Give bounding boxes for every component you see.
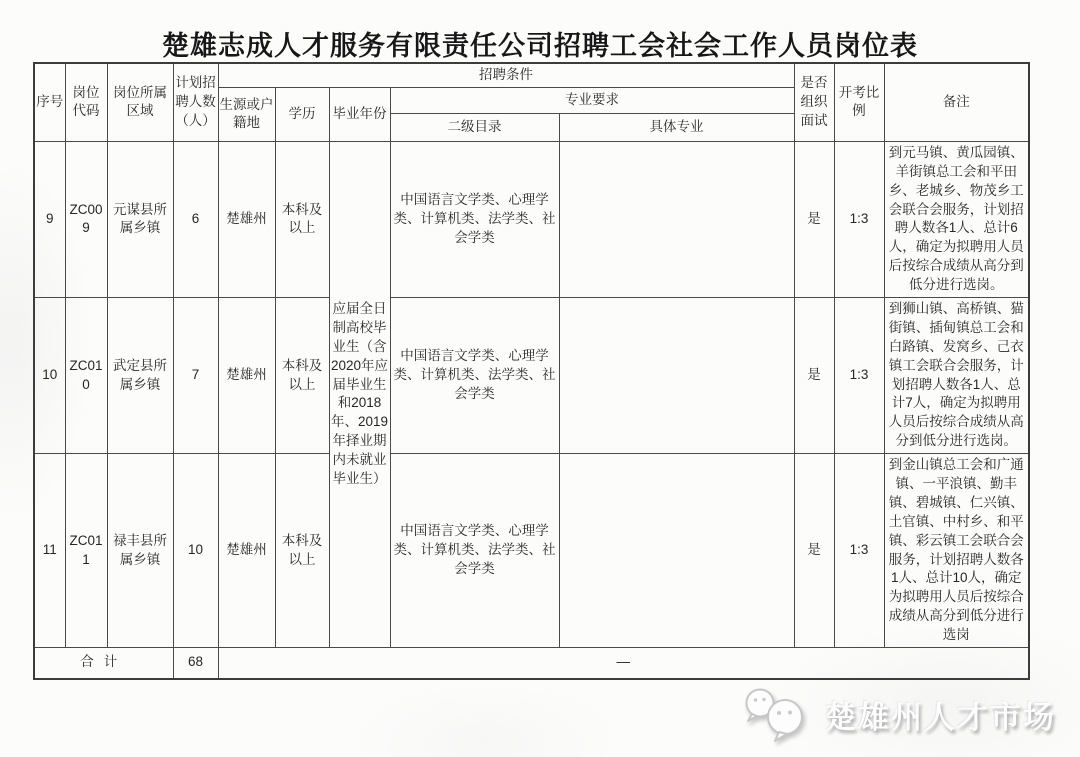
cell-planned-count: 6 (173, 141, 218, 297)
cell-specific-major (559, 141, 794, 297)
total-planned-count: 68 (173, 648, 218, 679)
cell-specific-major (559, 298, 794, 454)
cell-catalog: 中国语言文学类、心理学类、计算机类、法学类、社会学类 (390, 298, 559, 454)
header-code: 岗位代码 (65, 63, 107, 141)
cell-remark: 到元马镇、黄瓜园镇、羊街镇总工会和平田乡、老城乡、物茂乡工会联合会服务，计划招聘人数各1人、总计6人，确定为拟聘用人员后按综合成绩从高分到低分进行选岗。 (884, 141, 1029, 297)
cell-source: 楚雄州 (218, 454, 275, 648)
header-major-requirement: 专业要求 (390, 87, 794, 113)
header-source: 生源或户籍地 (218, 87, 275, 141)
cell-planned-count: 10 (173, 454, 218, 648)
cell-catalog: 中国语言文学类、心理学类、计算机类、法学类、社会学类 (390, 454, 559, 648)
cell-code: ZC011 (65, 454, 107, 648)
cell-source: 楚雄州 (218, 141, 275, 297)
cell-specific-major (559, 454, 794, 648)
cell-exam-ratio: 1:3 (834, 454, 884, 648)
cell-education: 本科及以上 (275, 141, 329, 297)
cell-serial: 9 (34, 141, 65, 297)
cell-region: 武定县所属乡镇 (107, 298, 173, 454)
cell-code: ZC010 (65, 298, 107, 454)
cell-serial: 11 (34, 454, 65, 648)
cell-code: ZC009 (65, 141, 107, 297)
header-serial: 序号 (34, 63, 65, 141)
header-region: 岗位所属区域 (107, 63, 173, 141)
cell-region: 元谋县所属乡镇 (107, 141, 173, 297)
total-dash: — (218, 648, 1029, 679)
header-row-1 (34, 63, 1029, 87)
table-row (34, 298, 1029, 454)
cell-education: 本科及以上 (275, 298, 329, 454)
cell-interview: 是 (794, 141, 834, 297)
cell-grad-year-merged: 应届全日制高校毕业生（含2020年应届毕业生和2018年、2019年择业期内未就业毕业生） (329, 141, 390, 647)
cell-exam-ratio: 1:3 (834, 141, 884, 297)
cell-remark: 到狮山镇、高桥镇、猫街镇、插甸镇总工会和白路镇、发窝乡、己衣镇工会联合会服务，计划招聘人数各1人、总计7人，确定为拟聘用人员后按综合成绩从高分到低分进行选岗。 (884, 298, 1029, 454)
table-row (34, 141, 1029, 297)
wechat-icon (739, 684, 817, 744)
table-row (34, 454, 1029, 648)
cell-source: 楚雄州 (218, 298, 275, 454)
cell-exam-ratio: 1:3 (834, 298, 884, 454)
cell-region: 禄丰县所属乡镇 (107, 454, 173, 648)
total-label: 合计 (34, 648, 173, 679)
cell-serial: 10 (34, 298, 65, 454)
page-title: 楚雄志成人才服务有限责任公司招聘工会社会工作人员岗位表 (162, 31, 918, 61)
watermark (739, 684, 1056, 744)
cell-catalog: 中国语言文学类、心理学类、计算机类、法学类、社会学类 (390, 141, 559, 297)
job-positions-table (33, 62, 1030, 680)
cell-planned-count: 7 (173, 298, 218, 454)
header-specific-major: 具体专业 (559, 113, 794, 141)
header-catalog: 二级目录 (390, 113, 559, 141)
cell-remark: 到金山镇总工会和广通镇、一平浪镇、勤丰镇、碧城镇、仁兴镇、土官镇、中村乡、和平镇、彩云镇工会联合会服务，计划招聘人数各1人、总计10人，确定为拟聘用人员后按综合成绩从高分到低分进行选岗 (884, 454, 1029, 648)
watermark-text: 楚雄州人才市场 (825, 699, 1056, 735)
cell-interview: 是 (794, 298, 834, 454)
total-row (34, 648, 1029, 679)
header-exam-ratio: 开考比例 (834, 63, 884, 141)
cell-education: 本科及以上 (275, 454, 329, 648)
header-recruit-conditions: 招聘条件 (218, 63, 794, 87)
header-education: 学历 (275, 87, 329, 141)
header-remarks: 备注 (884, 63, 1029, 141)
cell-interview: 是 (794, 454, 834, 648)
header-interview: 是否组织面试 (794, 63, 834, 141)
header-grad-year: 毕业年份 (329, 87, 390, 141)
header-planned-count: 计划招聘人数（人） (173, 63, 218, 141)
